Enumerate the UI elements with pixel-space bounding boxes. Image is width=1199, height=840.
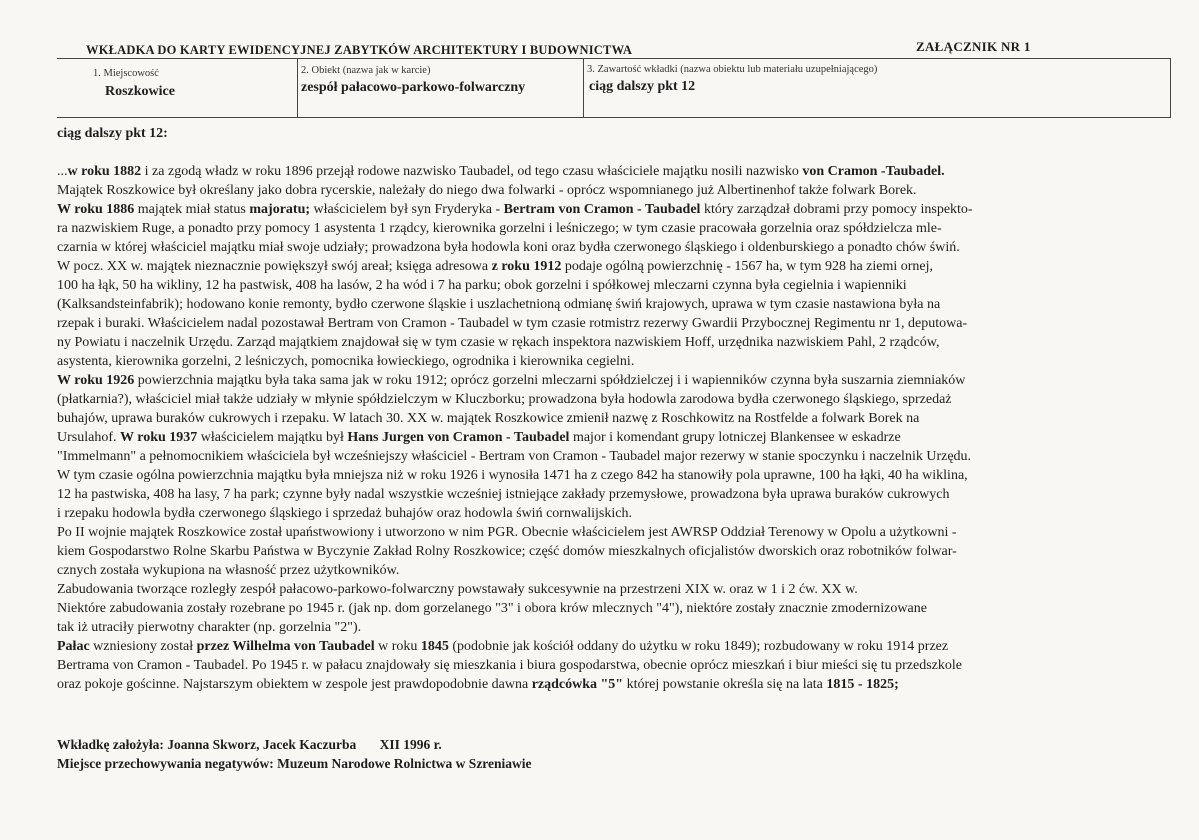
text-span: cznych została wykupiona na własność przez użytkowników. (57, 563, 400, 578)
prepared-by: Joanna Skworz, Jacek Kaczurba (167, 737, 357, 752)
locality-cell (57, 59, 297, 117)
bold-text: rządcówka "5" (531, 677, 624, 692)
content-cell (583, 59, 1171, 117)
bold-text: Bertram von Cramon - Taubadel (503, 202, 701, 217)
text-line (57, 542, 1172, 561)
content-value: ciąg dalszy pkt 12 (589, 79, 696, 94)
text-span: 12 ha pastwiska, 408 ha lasy, 7 ha park; czynne były nadal wszystkie wcześniej istniejące zakłady przemysłowe, prowadzona była uprawa buraków cukrowych (57, 487, 950, 502)
text-span: asystenta, kierownika gorzelni, 2 leśniczych, pomocnika łowieckiego, ogrodnika i kierownika cegielni. (57, 354, 635, 369)
text-span: kiem Gospodarstwo Rolne Skarbu Państwa w Byczynie Zakład Rolny Roszkowice; część domów mieszkalnych oficjalistów dworskich oraz robotników folwar- (57, 544, 957, 559)
text-line (57, 561, 1172, 580)
bold-text: w roku 1882 (67, 164, 142, 179)
object-value: zespół pałacowo-parkowo-folwarczny (301, 80, 526, 95)
text-span: W tym czasie ogólna powierzchnia majątku była mniejsza niż w roku 1926 i wynosiła 1471 ha z czego 842 ha stanowiły pola uprawne, 100 ha łąki, 40 ha wiklina, (57, 468, 968, 483)
text-line (57, 333, 1172, 352)
text-line (57, 352, 1172, 371)
text-line (57, 599, 1172, 618)
text-line (57, 675, 1172, 694)
text-line (57, 181, 1172, 200)
text-span: 100 ha łąk, 50 ha wikliny, 12 ha pastwisk, 408 ha lasów, 2 ha wód i 7 ha parku; obok gorzelni i spółkowej mleczarni czynna była cegielnia i wapienniki (57, 278, 907, 293)
prepared-date: XII 1996 r. (379, 737, 442, 752)
text-line (57, 200, 1172, 219)
text-span: i rzepaku hodowla bydła czerwonego śląskiego i sprzedaż buhajów oraz hodowla świń cornwalijskich. (57, 506, 632, 521)
text-span: ra nazwiskiem Ruge, a ponadto przy pomocy 1 asystenta 1 rządcy, kierownika gorzelni i leśniczego; w tym czasie pracowała gorzelnia oraz spółdzielcza mle- (57, 221, 942, 236)
annex-number: ZAŁĄCZNIK NR 1 (916, 39, 1031, 54)
text-line (57, 390, 1172, 409)
text-span: (Kalksandsteinfabrik); hodowano konie remonty, bydło czerwone śląskie i uszlachetnioną odmianę świń krajowych, uprawa w tym czasie nastawiona była na (57, 297, 941, 312)
text-span: majątek miał status (134, 202, 250, 217)
text-span: oraz pokoje gościnne. Najstarszym obiektem w zespole jest prawdopodobnie dawna (57, 677, 532, 692)
text-line (57, 580, 1172, 599)
text-span: major i komendant grupy lotniczej Blankensee w eskadrze (569, 430, 901, 445)
text-span: Niektóre zabudowania zostały rozebrane po 1945 r. (jak np. dom gorzelanego "3" i obora krów mlecznych "4"), niektóre zostały znacznie zmodernizowane (57, 601, 927, 616)
object-cell (297, 59, 583, 117)
text-line (57, 523, 1172, 542)
negatives-row (57, 754, 532, 773)
text-span: właścicielem majątku był (197, 430, 348, 445)
text-line (57, 485, 1172, 504)
text-line (57, 162, 1172, 181)
text-line (57, 618, 1172, 637)
text-span: tak iż utraciły pierwotny charakter (np. gorzelnia "2"). (57, 620, 362, 635)
text-span: właścicielem był syn Fryderyka - (310, 202, 504, 217)
text-span: rzepak i buraki. Właścicielem nadal pozostawał Bertram von Cramon - Taubadel w tym czasie rotmistrz rezerwy Gwardii Przybocznej Regimentu nr 1, deputowa- (57, 316, 968, 331)
text-span: (płatkarnia?), właściciel miał także udziały w młynie spółdzielczym w Kluczborku; prowadzona była hodowla zarodowa bydła czerwonego śląskiego, sprzedaż (57, 392, 952, 407)
prepared-by-row (57, 735, 532, 754)
text-line (57, 428, 1172, 447)
text-span: buhajów, uprawa buraków cukrowych i rzepaku. W latach 30. XX w. majątek Roszkowice zmienił nazwę z Roschkowitz na Rostfelde a folwark Borek na (57, 411, 920, 426)
text-line (57, 238, 1172, 257)
text-span: Zabudowania tworzące rozległy zespół pałacowo-parkowo-folwarczny powstawały sukcesywnie na przestrzeni XIX w. oraz w 1 i 2 ćw. XX w. (57, 582, 858, 597)
text-span: "Immelmann" a pełnomocnikiem właściciela był wcześniejszy właściciel - Bertram von Cramon - Taubadel major rezerwy w stanie spoczynku i naczelnik Urzędu. (57, 449, 972, 464)
text-span: wzniesiony został (89, 639, 197, 654)
text-span: ny Powiatu i naczelnik Urzędu. Zarząd majątkiem znajdował się w tym czasie w rękach inspektora nazwiskiem Hoff, urzędnika nazwiskiem Pahl, 2 rządców, (57, 335, 940, 350)
prepared-label: Wkładkę założyła: (57, 737, 164, 752)
text-span: i za zgodą władz w roku 1896 przejął rodowe nazwisko Taubadel, od tego czasu właściciele majątku nosili nazwisko (141, 164, 803, 179)
locality-value: Roszkowice (105, 84, 175, 99)
text-span: czarnia w której właściciel majątku miał swoje udziały; prowadzona była hodowla koni oraz bydła czerwonego śląskiego i oldenburskiego a ponadto chów świń. (57, 240, 960, 255)
text-span: której powstanie określa się na lata (623, 677, 827, 692)
bold-text: 1815 - 1825; (826, 677, 899, 692)
text-span: w roku (374, 639, 421, 654)
document-footer (57, 735, 532, 773)
text-line (57, 314, 1172, 333)
text-span: W pocz. XX w. majątek nieznacznie powiększył swój areał; księga adresowa (57, 259, 492, 274)
text-span: który zarządzał dobrami przy pomocy inspekto- (700, 202, 973, 217)
text-span: podaje ogólną powierzchnię - 1567 ha, w tym 928 ha ziemi ornej, (561, 259, 934, 274)
text-span: Po II wojnie majątek Roszkowice został upaństwowiony i utworzono w nim PGR. Obecnie właścicielem jest AWRSP Oddział Terenowy w Opolu a użytkowni - (57, 525, 957, 540)
bold-text: Pałac (57, 639, 90, 654)
bold-text: z roku 1912 (491, 259, 562, 274)
bold-text: von Cramon -Taubadel. (802, 164, 945, 179)
document-title: WKŁADKA DO KARTY EWIDENCYJNEJ ZABYTKÓW ARCHITEKTURY I BUDOWNICTWA (86, 43, 633, 57)
text-line (57, 371, 1172, 390)
bold-text: W roku 1937 (120, 430, 198, 445)
text-span: powierzchnia majątku była taka sama jak w roku 1912; oprócz gorzelni mleczarni spółdzielczej i i wapienników czynna była suszarnia ziemniaków (134, 373, 966, 388)
history-text (57, 162, 1172, 694)
text-line (57, 276, 1172, 295)
text-line (57, 466, 1172, 485)
locality-label: 1. Miejscowość (93, 68, 159, 79)
text-line (57, 295, 1172, 314)
bold-text: Hans Jurgen von Cramon - Taubadel (347, 430, 570, 445)
bold-text: przez Wilhelma von Taubadel (196, 639, 375, 654)
text-span: (podobnie jak kościół oddany do użytku w roku 1849); rozbudowany w roku 1914 przez (448, 639, 949, 654)
negatives-label: Miejsce przechowywania negatywów: (57, 756, 274, 771)
text-span: ... (57, 164, 68, 179)
text-span: Bertrama von Cramon - Taubadel. Po 1945 r. w pałacu znajdowały się mieszkania i biura gospodarstwa, obecnie oprócz mieszkań i biur mieści się tu przedszkole (57, 658, 962, 673)
bold-text: majoratu; (249, 202, 311, 217)
text-line (57, 409, 1172, 428)
text-line (57, 219, 1172, 238)
text-line (57, 504, 1172, 523)
header-fields-table (57, 58, 1171, 118)
bold-text: W roku 1926 (57, 373, 135, 388)
text-line (57, 447, 1172, 466)
negatives-location: Muzeum Narodowe Rolnictwa w Szreniawie (277, 756, 532, 771)
bold-text: W roku 1886 (57, 202, 135, 217)
text-line (57, 637, 1172, 656)
bold-text: 1845 (420, 639, 449, 654)
object-label: 2. Obiekt (nazwa jak w karcie) (301, 65, 431, 76)
section-subheading: ciąg dalszy pkt 12: (57, 126, 168, 141)
text-line (57, 257, 1172, 276)
text-span: Majątek Roszkowice był określany jako dobra rycerskie, należały do niego dwa folwarki - oprócz wspomnianego już Albertinenhof także folwark Borek. (57, 183, 917, 198)
content-label: 3. Zawartość wkładki (nazwa obiektu lub materiału uzupełniającego) (587, 64, 878, 75)
text-line (57, 656, 1172, 675)
text-span: Ursulahof. (57, 430, 120, 445)
